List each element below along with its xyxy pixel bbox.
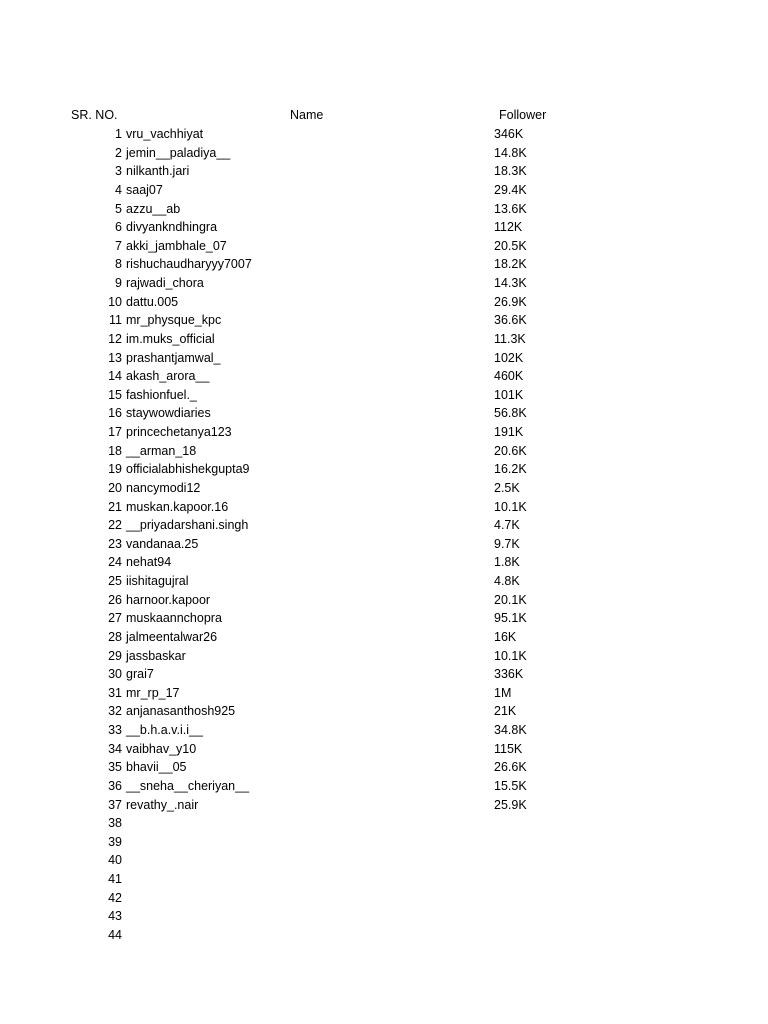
follower-cell: 11.3K [494, 331, 526, 346]
sr-no-cell: 44 [108, 927, 122, 942]
name-cell: nilkanth.jari [126, 164, 190, 179]
name-cell: mr_physque_kpc [126, 313, 222, 328]
table-row [0, 870, 768, 889]
sr-no-cell: 13 [108, 350, 122, 365]
header-name: Name [290, 108, 324, 122]
table-row [0, 386, 768, 405]
sr-no-cell: 20 [108, 480, 122, 495]
follower-cell: 10.1K [494, 648, 527, 663]
follower-cell: 21K [494, 704, 517, 719]
table-row [0, 926, 768, 945]
sr-no-cell: 4 [115, 182, 122, 197]
table-row [0, 274, 768, 293]
table-row [0, 498, 768, 517]
name-cell: staywowdiaries [126, 406, 211, 421]
name-cell: __arman_18 [126, 443, 197, 458]
follower-cell: 16K [494, 629, 517, 644]
name-cell: divyankndhingra [126, 220, 218, 235]
follower-cell: 25.9K [494, 797, 527, 812]
sr-no-cell: 36 [108, 778, 122, 793]
sr-no-cell: 39 [108, 834, 122, 849]
name-cell: jemin__paladiya__ [126, 145, 231, 160]
name-cell: bhavii__05 [126, 760, 187, 775]
name-cell: grai7 [126, 667, 154, 682]
header-follower: Follower [499, 108, 547, 122]
follower-cell: 336K [494, 667, 524, 682]
table-row [0, 851, 768, 870]
name-cell: nehat94 [126, 555, 172, 570]
sr-no-cell: 38 [108, 816, 122, 831]
follower-cell: 4.7K [494, 518, 520, 533]
name-cell: revathy_.nair [126, 797, 199, 812]
name-cell: muskaannchopra [126, 611, 222, 626]
follower-cell: 191K [494, 425, 524, 439]
table-row [0, 572, 768, 591]
table-row [0, 293, 768, 312]
table-row [0, 647, 768, 666]
table-row [0, 144, 768, 163]
table-row [0, 628, 768, 647]
follower-cell: 1.8K [494, 555, 520, 570]
table-row [0, 814, 768, 833]
name-cell: jassbaskar [126, 648, 186, 663]
name-cell: vandanaa.25 [126, 536, 199, 551]
follower-cell: 460K [494, 369, 524, 384]
follower-cell: 15.5K [494, 778, 527, 793]
sr-no-cell: 15 [108, 387, 122, 402]
table-row [0, 255, 768, 274]
follower-cell: 20.5K [494, 238, 527, 253]
follower-cell: 95.1K [494, 611, 527, 626]
sr-no-cell: 35 [108, 760, 122, 775]
sr-no-cell: 31 [108, 685, 122, 700]
follower-cell: 2.5K [494, 480, 520, 495]
table-row [0, 423, 768, 442]
sr-no-cell: 10 [108, 294, 122, 309]
sr-no-cell: 19 [108, 462, 122, 477]
table-row [0, 777, 768, 796]
table-row [0, 442, 768, 461]
name-cell: akash_arora__ [126, 369, 210, 384]
follower-cell: 14.8K [494, 145, 527, 160]
sr-no-cell: 17 [108, 425, 122, 439]
sr-no-cell: 37 [108, 797, 122, 812]
table-row [0, 758, 768, 777]
table-row [0, 237, 768, 256]
sr-no-cell: 30 [108, 667, 122, 682]
table-row [0, 833, 768, 852]
table-row [0, 721, 768, 740]
table-row [0, 665, 768, 684]
sr-no-cell: 40 [108, 853, 122, 868]
name-cell: muskan.kapoor.16 [126, 499, 229, 514]
sr-no-cell: 34 [108, 741, 122, 756]
table-row [0, 516, 768, 535]
follower-cell: 101K [494, 387, 524, 402]
sr-no-cell: 3 [115, 164, 122, 179]
sr-no-cell: 18 [108, 443, 122, 458]
name-cell: officialabhishekgupta9 [126, 462, 250, 477]
name-cell: azzu__ab [126, 201, 181, 216]
name-cell: im.muks_official [126, 331, 215, 346]
table-row [0, 684, 768, 703]
name-cell: jalmeentalwar26 [126, 629, 218, 644]
table-row [0, 609, 768, 628]
table-row [0, 907, 768, 926]
name-cell: nancymodi12 [126, 480, 201, 495]
sr-no-cell: 24 [108, 555, 122, 570]
follower-cell: 18.2K [494, 257, 527, 272]
table-row [0, 218, 768, 237]
name-cell: akki_jambhale_07 [126, 238, 227, 253]
sr-no-cell: 23 [108, 536, 122, 551]
name-cell: mr_rp_17 [126, 685, 180, 700]
sr-no-cell: 21 [108, 499, 122, 514]
table-row [0, 553, 768, 572]
follower-cell: 36.6K [494, 313, 527, 328]
sr-no-cell: 9 [115, 276, 122, 290]
table-row [0, 181, 768, 200]
table-row [0, 311, 768, 330]
sr-no-cell: 6 [115, 220, 122, 235]
name-cell: prashantjamwal_ [126, 350, 221, 365]
follower-cell: 13.6K [494, 201, 527, 216]
follower-cell: 20.6K [494, 443, 527, 458]
follower-cell: 16.2K [494, 462, 527, 477]
table-row [0, 367, 768, 386]
table-row [0, 889, 768, 908]
follower-cell: 14.3K [494, 276, 527, 290]
name-cell: __priyadarshani.singh [126, 518, 249, 533]
sr-no-cell: 29 [108, 648, 122, 663]
sr-no-cell: 5 [115, 201, 122, 216]
follower-cell: 112K [494, 220, 523, 235]
table-row [0, 460, 768, 479]
name-cell: anjanasanthosh925 [126, 704, 236, 719]
table-row [0, 796, 768, 815]
follower-cell: 56.8K [494, 406, 527, 421]
table-row [0, 200, 768, 219]
name-cell: harnoor.kapoor [126, 592, 211, 607]
sr-no-cell: 33 [108, 723, 122, 737]
sr-no-cell: 22 [108, 518, 122, 533]
follower-cell: 4.8K [494, 574, 520, 588]
sr-no-cell: 27 [108, 611, 122, 626]
follower-cell: 9.7K [494, 536, 520, 551]
name-cell: vaibhav_y10 [126, 741, 197, 756]
sr-no-cell: 11 [109, 313, 122, 328]
sr-no-cell: 14 [108, 369, 122, 384]
follower-cell: 34.8K [494, 723, 527, 737]
sr-no-cell: 1 [115, 127, 122, 141]
follower-cell: 18.3K [494, 164, 527, 179]
sr-no-cell: 28 [108, 629, 122, 644]
table-row [0, 740, 768, 759]
sr-no-cell: 43 [108, 909, 122, 924]
table-row [0, 125, 768, 144]
sr-no-cell: 41 [108, 872, 122, 886]
name-cell: iishitagujral [126, 574, 189, 588]
follower-cell: 26.9K [494, 294, 527, 309]
table-row [0, 479, 768, 498]
sr-no-cell: 12 [108, 331, 122, 346]
name-cell: dattu.005 [126, 294, 179, 309]
sr-no-cell: 16 [108, 406, 122, 421]
sr-no-cell: 8 [115, 257, 122, 272]
table-row [0, 591, 768, 610]
table-row [0, 349, 768, 368]
follower-cell: 1M [494, 685, 512, 700]
table-row [0, 535, 768, 554]
name-cell: fashionfuel._ [126, 387, 197, 402]
name-cell: rajwadi_chora [126, 276, 204, 290]
sr-no-cell: 42 [108, 890, 122, 905]
header-row [0, 106, 768, 124]
table-row [0, 162, 768, 181]
sr-no-cell: 25 [108, 574, 122, 588]
follower-cell: 29.4K [494, 182, 527, 197]
name-cell: vru_vachhiyat [126, 127, 204, 141]
table-row [0, 330, 768, 349]
name-cell: __sneha__cheriyan__ [126, 778, 250, 793]
name-cell: saaj07 [126, 182, 163, 197]
sr-no-cell: 32 [108, 704, 122, 719]
follower-cell: 115K [494, 741, 523, 756]
header-sr-no: SR. NO. [71, 108, 118, 122]
sr-no-cell: 7 [115, 238, 122, 253]
sr-no-cell: 26 [108, 592, 122, 607]
table-row [0, 404, 768, 423]
follower-cell: 20.1K [494, 592, 527, 607]
follower-cell: 346K [494, 127, 524, 141]
name-cell: __b.h.a.v.i.i__ [126, 723, 203, 737]
table-body [0, 125, 768, 945]
follower-cell: 10.1K [494, 499, 527, 514]
follower-cell: 26.6K [494, 760, 527, 775]
follower-cell: 102K [494, 350, 524, 365]
sr-no-cell: 2 [115, 145, 122, 160]
name-cell: princechetanya123 [126, 425, 232, 439]
name-cell: rishuchaudharyyy7007 [126, 257, 252, 272]
table-row [0, 702, 768, 721]
